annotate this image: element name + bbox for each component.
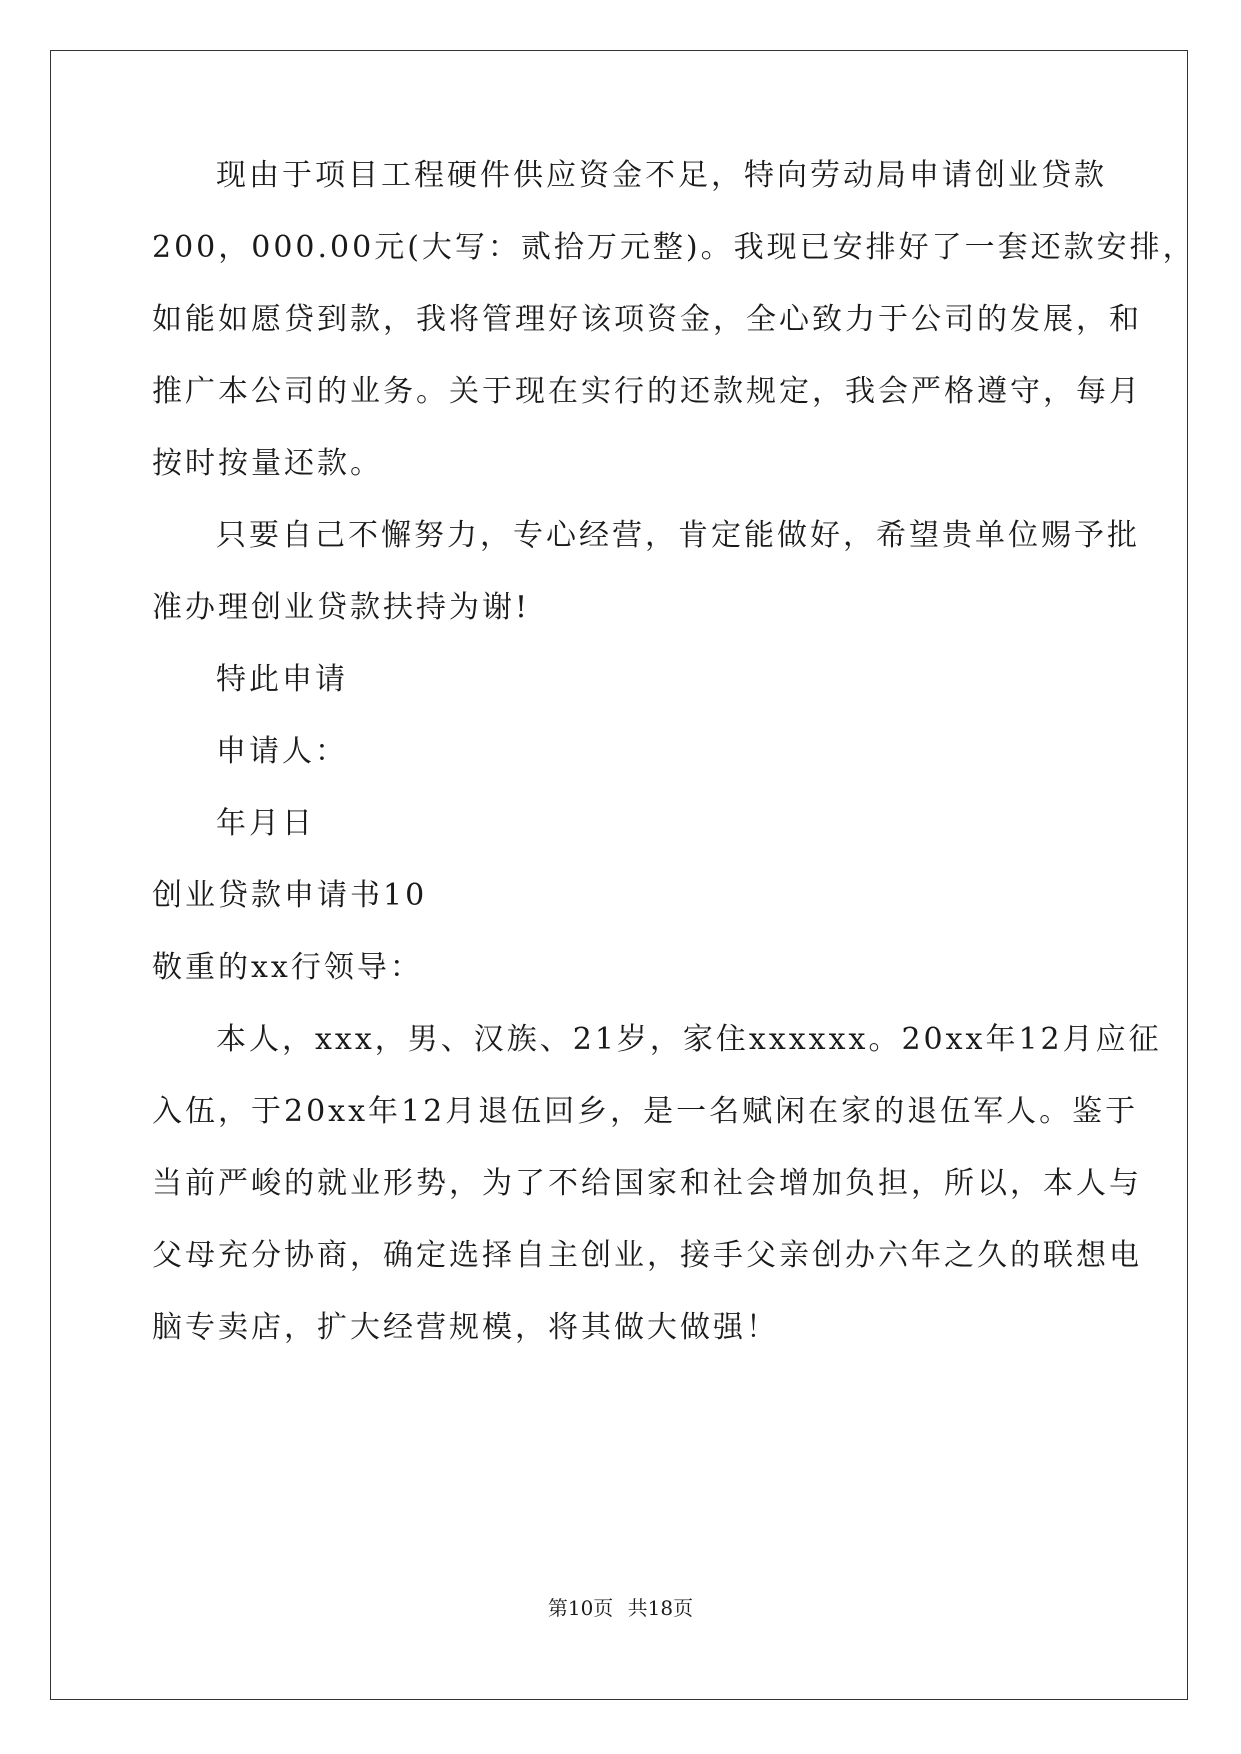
paragraph-line: 脑专卖店，扩大经营规模，将其做大做强！ xyxy=(152,1310,779,1345)
total-pages: 共18页 xyxy=(627,1596,694,1620)
paragraph-line: 现由于项目工程硬件供应资金不足，特向劳动局申请创业贷款 xyxy=(216,158,1107,193)
paragraph-line: 推广本公司的业务。关于现在实行的还款规定，我会严格遵守，每月 xyxy=(152,374,1142,409)
section-title: 创业贷款申请书10 xyxy=(152,878,428,913)
paragraph-line: 如能如愿贷到款，我将管理好该项资金，全心致力于公司的发展，和 xyxy=(152,302,1142,337)
paragraph-line: 父母充分协商，确定选择自主创业，接手父亲创办六年之久的联想电 xyxy=(152,1238,1142,1273)
paragraph-line: 本人，xxx，男、汉族、21岁，家住xxxxxx。20xx年12月应征 xyxy=(216,1022,1162,1057)
closing-line: 特此申请 xyxy=(216,662,348,697)
paragraph-line: 准办理创业贷款扶持为谢! xyxy=(152,590,531,625)
page-footer xyxy=(0,1596,1241,1620)
date-line: 年月日 xyxy=(216,806,315,841)
salutation: 敬重的xx行领导： xyxy=(152,950,423,985)
paragraph-line: 按时按量还款。 xyxy=(152,446,383,481)
paragraph-line: 200，000.00元(大写：贰拾万元整)。我现已安排好了一套还款安排， xyxy=(152,230,1196,265)
paragraph-line: 只要自己不懈努力，专心经营，肯定能做好，希望贵单位赐予批 xyxy=(216,518,1140,553)
paragraph-line: 入伍，于20xx年12月退伍回乡，是一名赋闲在家的退伍军人。鉴于 xyxy=(152,1094,1139,1129)
paragraph-line: 当前严峻的就业形势，为了不给国家和社会增加负担，所以，本人与 xyxy=(152,1166,1142,1201)
page-number: 第10页 xyxy=(547,1596,614,1620)
applicant-line: 申请人： xyxy=(216,734,348,769)
page-border xyxy=(50,50,1196,1700)
